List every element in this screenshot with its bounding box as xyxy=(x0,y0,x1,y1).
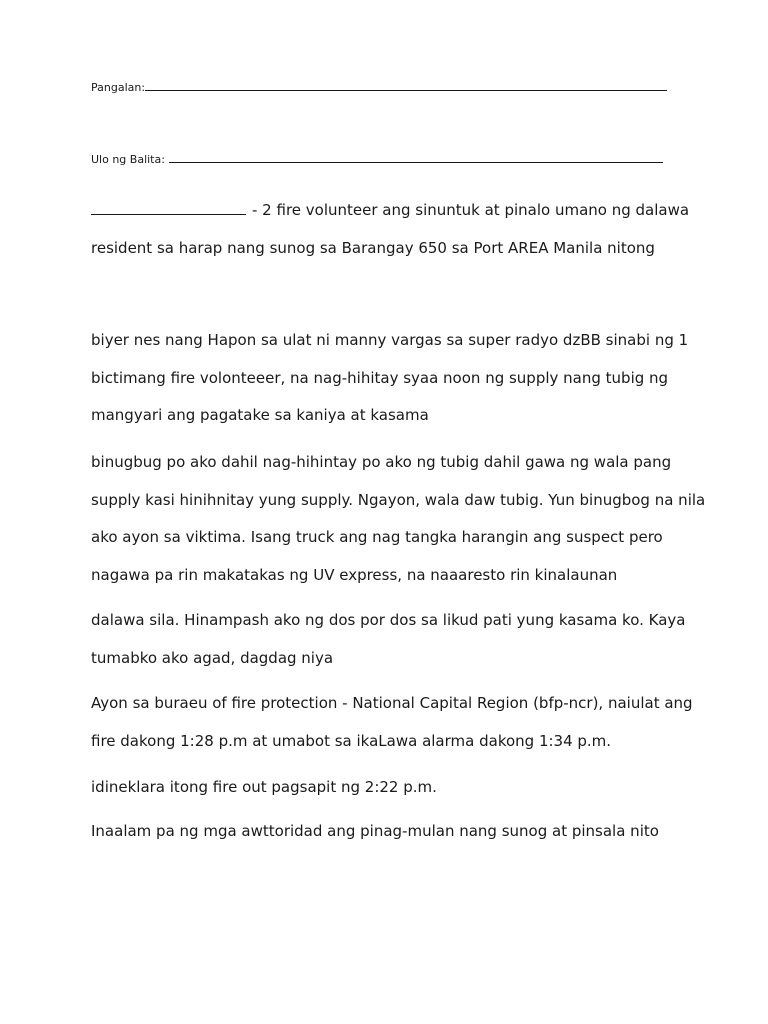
headline-field xyxy=(91,152,663,166)
paragraph-1-line-1 xyxy=(91,192,691,230)
paragraph-line: mangyari ang pagatake sa kaniya at kasama xyxy=(91,406,429,424)
paragraph-line: bictimang fire volonteeer, na nag-hihitay syaa noon ng supply nang tubig ng xyxy=(91,368,669,387)
paragraph-line: binugbug po ako dahil nag-hihintay po ako ng tubig dahil gawa ng wala pang xyxy=(91,453,672,471)
name-blank-line xyxy=(145,80,667,91)
paragraph-line: dalawa sila. Hinampash ako ng dos por dos sa likud pati yung kasama ko. Kaya xyxy=(91,611,686,629)
paragraph-7 xyxy=(91,813,691,851)
name-label: Pangalan: xyxy=(91,81,146,94)
paragraph-3 xyxy=(91,444,706,594)
paragraph-5 xyxy=(91,685,691,760)
paragraph-line: ako ayon sa viktima. Isang truck ang nag tangka harangin ang suspect pero xyxy=(91,528,663,546)
name-field xyxy=(91,80,667,94)
paragraph-line: fire dakong 1:28 p.m at umabot sa ikaLawa alarma dakong 1:34 p.m. xyxy=(91,731,612,750)
paragraph-1-line-2: resident sa harap nang sunog sa Barangay 650 sa Port AREA Manila nitong xyxy=(91,238,655,257)
paragraph-1 xyxy=(91,192,691,267)
paragraph-4 xyxy=(91,602,691,677)
paragraph-2 xyxy=(91,322,691,435)
paragraph-line: supply kasi hinihnitay yung supply. Ngayon, wala daw tubig. Yun binugbog na nila xyxy=(91,490,706,509)
dateline-blank-line xyxy=(91,200,246,215)
paragraph-6 xyxy=(91,769,691,807)
paragraph-line: Ayon sa buraeu of fire protection - National Capital Region (bfp-ncr), naiulat ang xyxy=(91,694,693,712)
paragraph-line: Inaalam pa ng mga awttoridad ang pinag-mulan nang sunog at pinsala nito xyxy=(91,822,659,840)
paragraph-line: idineklara itong fire out pagsapit ng 2:22 p.m. xyxy=(91,778,437,796)
headline-blank-line xyxy=(169,152,663,163)
headline-label: Ulo ng Balita: xyxy=(91,153,165,166)
paragraph-line: nagawa pa rin makatakas ng UV express, na naaaresto rin kinalaunan xyxy=(91,565,618,584)
paragraph-line: tumabko ako agad, dagdag niya xyxy=(91,648,334,667)
paragraph-line: biyer nes nang Hapon sa ulat ni manny vargas sa super radyo dzBB sinabi ng 1 xyxy=(91,331,689,349)
paragraph-1-line-1-text: - 2 fire volunteer ang sinuntuk at pinalo umano ng dalawa xyxy=(252,201,690,219)
